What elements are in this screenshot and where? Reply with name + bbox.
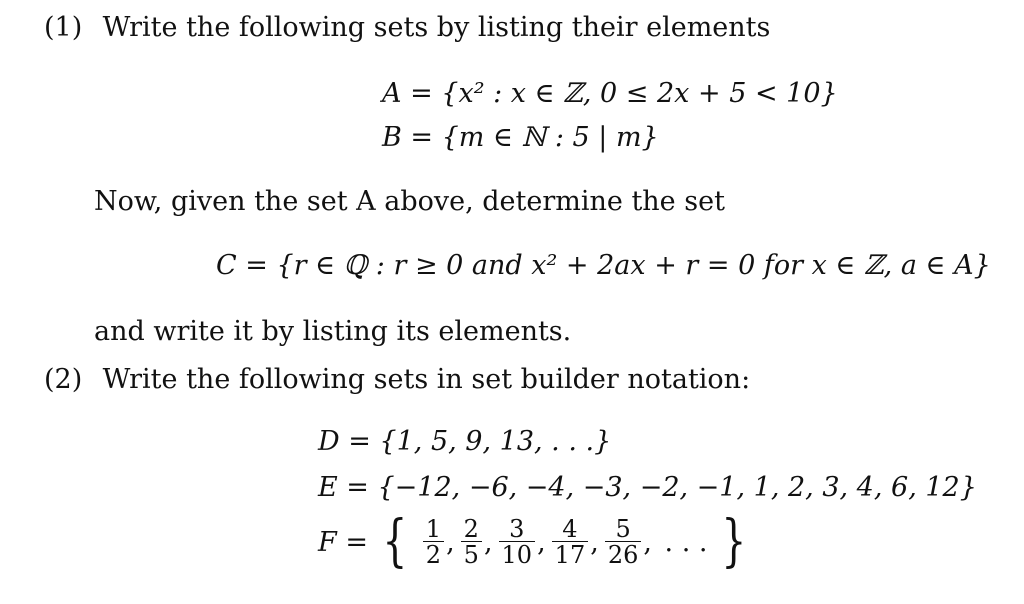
set-f-lhs: F = bbox=[318, 526, 368, 558]
comma: , bbox=[590, 526, 599, 558]
fraction-denominator: 26 bbox=[605, 541, 642, 567]
fraction-numerator: 4 bbox=[562, 515, 578, 543]
fraction-denominator: 10 bbox=[499, 541, 536, 567]
problem-1-label: (1) bbox=[44, 12, 83, 43]
set-d-definition: D = {1, 5, 9, 13, . . .} bbox=[318, 426, 612, 457]
problem-2-header bbox=[44, 366, 750, 393]
problem-2-label: (2) bbox=[44, 364, 83, 395]
fraction bbox=[423, 517, 444, 567]
fraction-denominator: 17 bbox=[552, 541, 589, 567]
problem-2-intro: Write the following sets in set builder notation: bbox=[102, 364, 751, 395]
fraction bbox=[499, 517, 536, 567]
problem-1-outro: and write it by listing its elements. bbox=[94, 316, 572, 347]
problem-1-intro: Write the following sets by listing their elements bbox=[102, 12, 771, 43]
fraction-numerator: 1 bbox=[425, 515, 442, 543]
fraction-numerator: 5 bbox=[615, 515, 631, 543]
problem-1-now-text: Now, given the set A above, determine the set bbox=[94, 186, 725, 217]
fraction-numerator: 2 bbox=[463, 515, 479, 543]
set-e-definition: E = {−12, −6, −4, −3, −2, −1, 1, 2, 3, 4, 6, 12} bbox=[318, 472, 977, 503]
fraction-denominator: 5 bbox=[461, 541, 482, 567]
comma: , bbox=[643, 526, 652, 558]
left-brace: { bbox=[381, 509, 407, 574]
set-c-definition: C = {r ∈ ℚ : r ≥ 0 and x² + 2ax + r = 0 for x ∈ ℤ, a ∈ A} bbox=[216, 250, 991, 281]
set-a-definition: A = {x² : x ∈ ℤ, 0 ≤ 2x + 5 < 10} bbox=[382, 78, 838, 109]
problem-1-header bbox=[44, 14, 770, 41]
comma: , bbox=[537, 526, 546, 558]
comma: , bbox=[446, 526, 455, 558]
set-b-definition: B = {m ∈ ℕ : 5 | m} bbox=[382, 122, 659, 153]
fraction bbox=[605, 517, 642, 567]
set-f-fractions bbox=[421, 515, 656, 569]
set-f-ellipsis: . . . bbox=[664, 526, 708, 558]
fraction bbox=[552, 517, 589, 567]
set-f-definition bbox=[318, 509, 752, 574]
fraction-denominator: 2 bbox=[423, 541, 444, 567]
fraction-numerator: 3 bbox=[509, 515, 525, 543]
fraction bbox=[461, 517, 482, 567]
right-brace: } bbox=[721, 509, 747, 574]
comma: , bbox=[483, 526, 493, 558]
